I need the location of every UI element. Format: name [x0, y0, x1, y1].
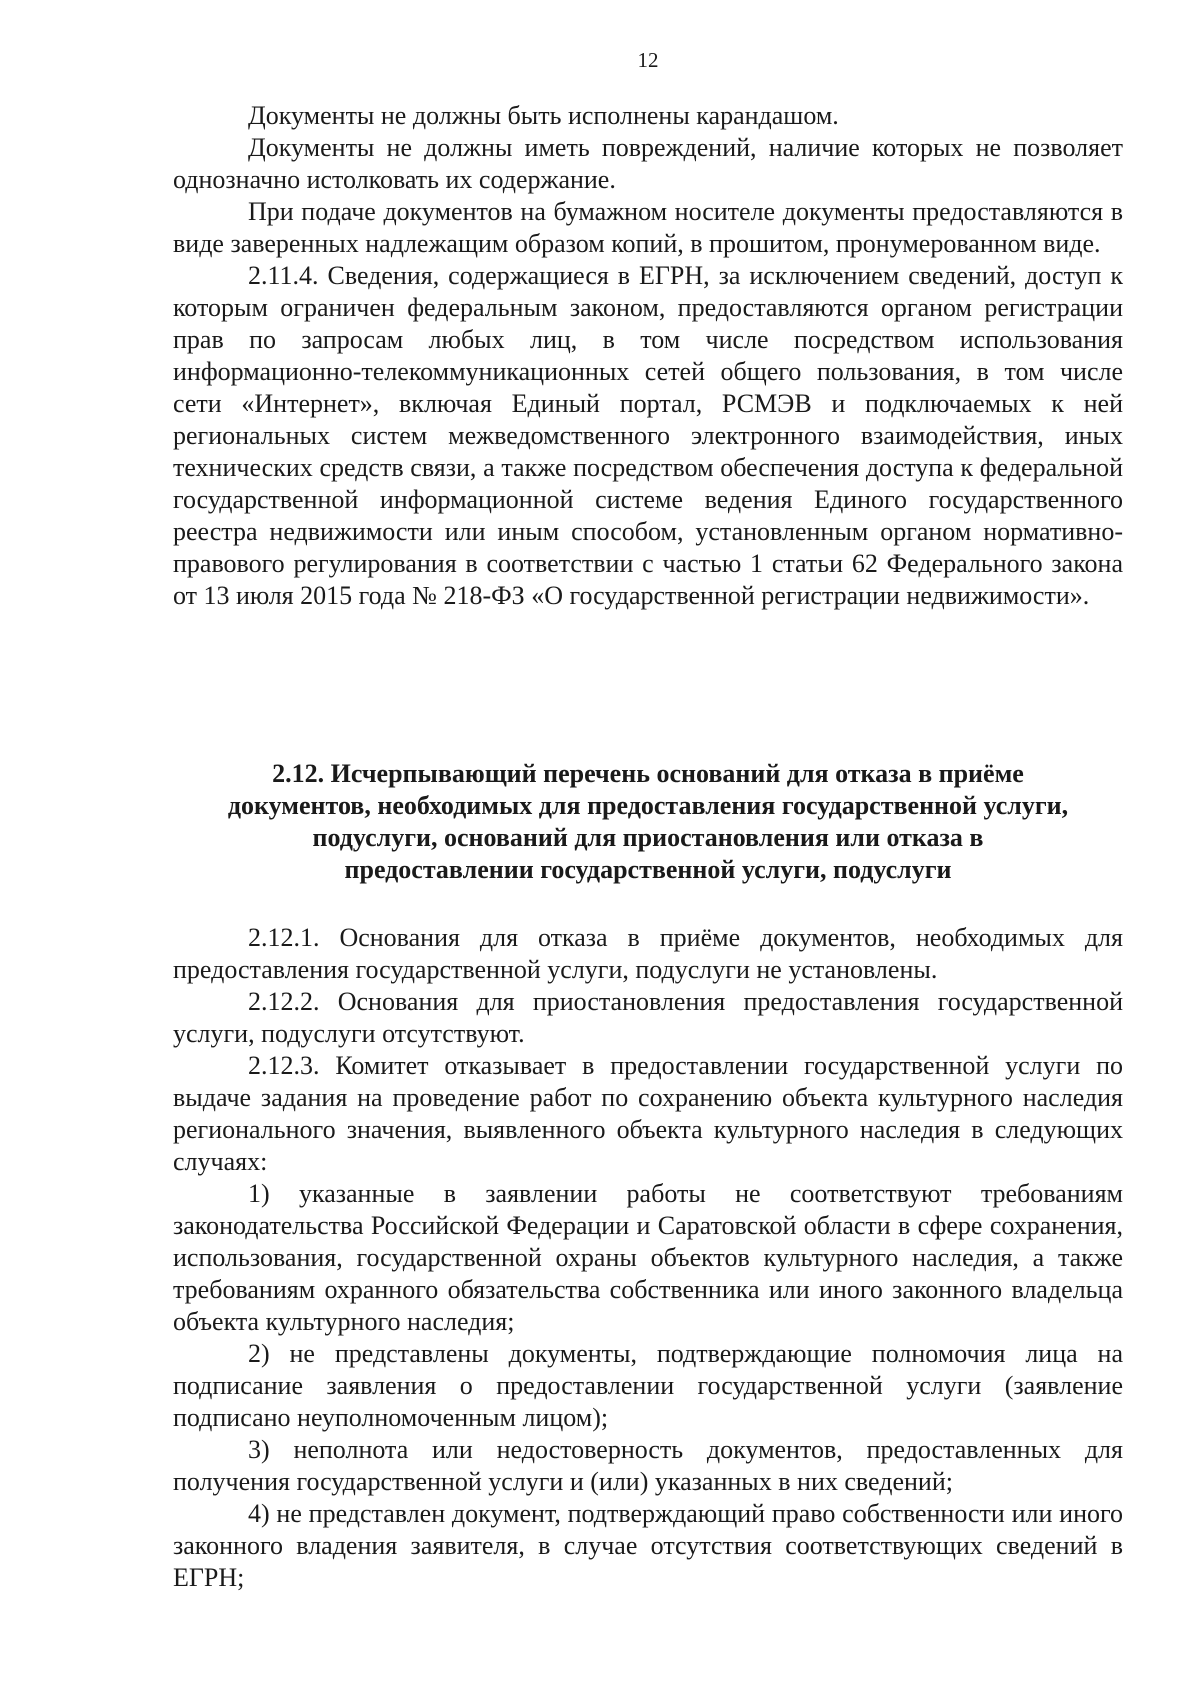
paragraph-2-12-1: 2.12.1. Основания для отказа в приёме документов, необходимых для предоставления государственной услуги, подуслуги не установлены.	[173, 923, 1123, 984]
section-heading-line: документов, необходимых для предоставления государственной услуги,	[227, 791, 1069, 820]
paragraph-2-12-3: 2.12.3. Комитет отказывает в предоставлении государственной услуги по выдаче задания на проведение работ по сохранению объекта культурного наследия регионального значения, выявленного объекта культурного наследия в следующих случаях:	[173, 1051, 1123, 1176]
paragraph-pencil-rule: Документы не должны быть исполнены карандашом.	[248, 101, 839, 130]
section-heading-line: подуслуги, оснований для приостановления или отказа в	[312, 823, 984, 852]
paragraph-2-11-4: 2.11.4. Сведения, содержащиеся в ЕГРН, за исключением сведений, доступ к которым ограничен федеральным законом, предоставляются органом регистрации прав по запросам любых лиц, в том числе посредством использования информационно-телекоммуникационных сетей общего пользования, в том числе сети «Интернет», включая Единый портал, РСМЭВ и подключаемых к ней региональных систем межведомственного электронного взаимодействия, иных технических средств связи, а также посредством обеспечения доступа к федеральной государственной информационной системе ведения Единого государственного реестра недвижимости или иным способом, установленным органом нормативно-правового регулирования в соответствии с частью 1 статьи 62 Федерального закона от 13 июля 2015 года № 218-ФЗ «О государственной регистрации недвижимости».	[173, 261, 1123, 610]
section-heading-line: предоставлении государственной услуги, подуслуги	[344, 855, 952, 884]
list-item-4: 4) не представлен документ, подтверждающий право собственности или иного законного владения заявителя, в случае отсутствия соответствующих сведений в ЕГРН;	[173, 1499, 1123, 1592]
intro-text-block	[173, 100, 1123, 612]
paragraph-damage-rule: Документы не должны иметь повреждений, наличие которых не позволяет однозначно истолковать их содержание.	[173, 133, 1123, 194]
section-text-block	[173, 922, 1123, 1594]
list-item-1: 1) указанные в заявлении работы не соответствуют требованиям законодательства Российской Федерации и Саратовской области в сфере сохранения, использования, государственной охраны объектов культурного наследия, а также требованиям охранного обязательства собственника или иного законного владельца объекта культурного наследия;	[173, 1179, 1123, 1336]
list-item-2: 2) не представлены документы, подтверждающие полномочия лица на подписание заявления о предоставлении государственной услуги (заявление подписано неуполномоченным лицом);	[173, 1339, 1123, 1432]
list-item-3: 3) неполнота или недостоверность документов, предоставленных для получения государственной услуги и (или) указанных в них сведений;	[173, 1435, 1123, 1496]
section-heading-line: 2.12. Исчерпывающий перечень оснований для отказа в приёме	[272, 759, 1024, 788]
page-number: 12	[637, 48, 659, 72]
paragraph-2-12-2: 2.12.2. Основания для приостановления предоставления государственной услуги, подуслуги отсутствуют.	[173, 987, 1123, 1048]
section-heading-2-12	[173, 758, 1123, 886]
paragraph-paper-submission: При подаче документов на бумажном носителе документы предоставляются в виде заверенных надлежащим образом копий, в прошитом, пронумерованном виде.	[173, 197, 1123, 258]
